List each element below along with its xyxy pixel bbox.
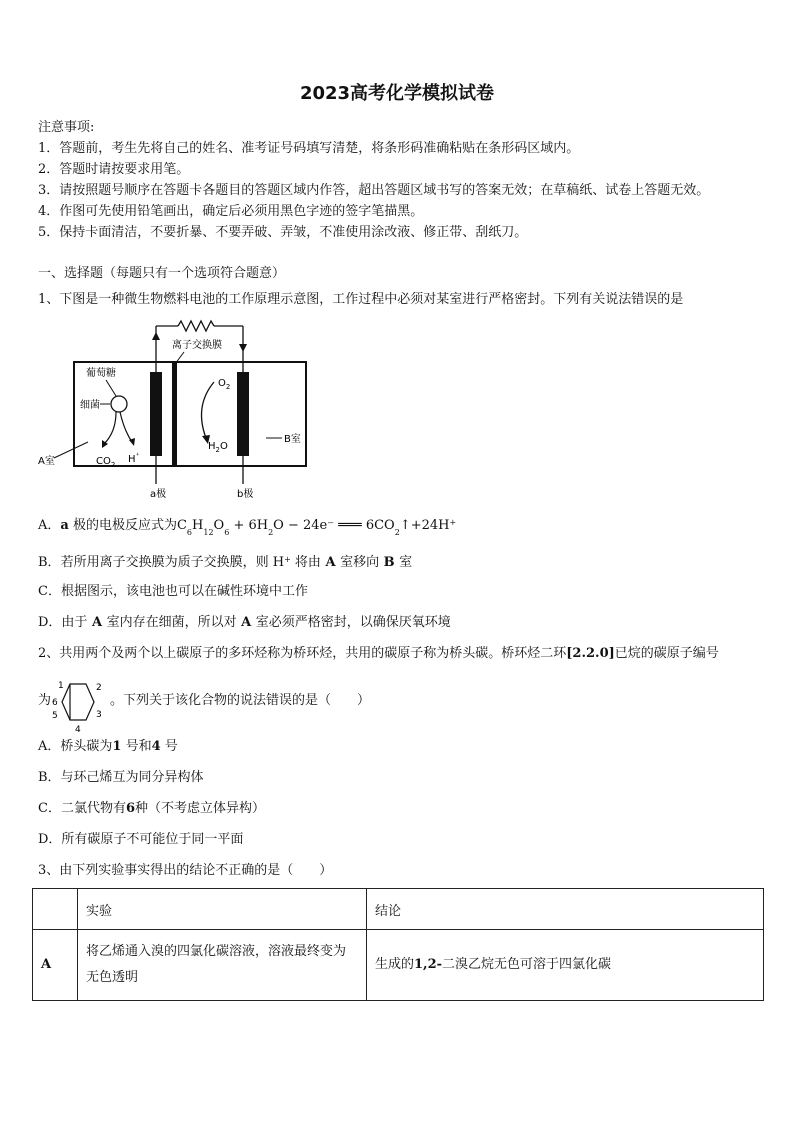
question-2-stem-end: 。下列关于该化合物的说法错误的是（ ） [110, 693, 371, 708]
q2-option-a: A．桥头碳为1 号和4 号 [38, 739, 178, 754]
question-1-stem: 1、下图是一种微生物燃料电池的工作原理示意图，工作过程中必须对某室进行严格密封。下列有关说法错误的是 [38, 292, 684, 307]
notice-item: 4．作图可先使用铅笔画出，确定后必须用黑色字迹的签字笔描黑。 [38, 204, 424, 219]
co2-label: $CO_2$ [96, 456, 116, 469]
table-cell-experiment: 将乙烯通入溴的四氯化碳溶液，溶液最终变为无色透明 [78, 930, 367, 1001]
table-header-row [33, 889, 764, 930]
q2-option-b: B．与环己烯互为同分异构体 [38, 770, 204, 785]
resistor-icon [178, 321, 214, 331]
notice-item: 3．请按照题号顺序在答题卡各题目的答题区域内作答，超出答题区域书写的答案无效；在草稿纸、试卷上答题无效。 [38, 183, 710, 198]
q2-option-d: D．所有碳原子不可能位于同一平面 [38, 832, 244, 847]
table-row [33, 930, 764, 1001]
question-2-stem: 2、共用两个及两个以上碳原子的多环烃称为桥环烃，共用的碳原子称为桥头碳。桥环烃二环[2.2.0]已烷的碳原子编号 [38, 646, 719, 661]
h2o-label: $H_2O$ [208, 441, 228, 454]
q1-option-b: B．若所用离子交换膜为质子交换膜，则 H+ 将由 A 室移向 B 室 [38, 555, 413, 570]
electrode-a [150, 372, 162, 456]
table-header-cell: 实验 [78, 889, 367, 930]
notice-heading: 注意事项: [38, 120, 95, 135]
notice-item: 5．保持卡面清洁，不要折暴、不要弄破、弄皱，不准使用涂改液、修正带、刮纸刀。 [38, 225, 528, 240]
carbon-label: 1 [58, 681, 64, 691]
membrane-label: 离子交换膜 [172, 340, 222, 351]
carbon-label: 2 [96, 683, 102, 693]
arrow-up-icon [152, 332, 160, 340]
bacteria-label: 细菌 [80, 400, 100, 411]
arrow-down-icon [239, 344, 247, 352]
q2-option-c: C．二氯代物有6种（不考虑立体异构） [38, 801, 266, 816]
question-2-stem-cont: 为 [38, 693, 52, 708]
page-title: 2023高考化学模拟试卷 [299, 83, 495, 104]
o2-label: $O_2$ [218, 378, 231, 391]
table-cell-conclusion: 生成的1,2-二溴乙烷无色可溶于四氯化碳 [367, 930, 764, 1001]
bicyclohexane-structure [50, 676, 112, 734]
notice-item: 2．答题时请按要求用笔。 [38, 162, 190, 177]
q1-option-a: A．a 极的电极反应式为$C_6H_{12}O_6 + 6H_2O - 24e^-$ ═══ $6CO_2↑+24H^+$ [38, 518, 457, 537]
experiment-table [32, 888, 764, 1001]
table-header-cell [33, 889, 78, 930]
membrane [172, 362, 177, 466]
question-3-stem: 3、由下列实验事实得出的结论不正确的是（ ） [38, 863, 333, 878]
section-heading: 一、选择题（每题只有一个选项符合题意） [38, 266, 286, 281]
electrode-b [237, 372, 249, 456]
bacteria-icon [111, 396, 127, 412]
electrode-b-label: b极 [237, 489, 254, 500]
carbon-label: 4 [75, 725, 81, 734]
room-b-label: B室 [284, 434, 301, 445]
q1-option-c: C．根据图示，该电池也可以在碱性环境中工作 [38, 584, 308, 599]
table-header-cell: 结论 [367, 889, 764, 930]
glucose-label: 葡萄糖 [86, 368, 116, 379]
carbon-label: 5 [52, 711, 58, 721]
carbon-label: 3 [96, 710, 102, 720]
carbon-label: 6 [52, 698, 58, 708]
notice-item: 1．答题前，考生先将自己的姓名、准考证号码填写清楚，将条形码准确粘贴在条形码区域内。 [38, 141, 580, 156]
q1-option-d: D．由于 A 室内存在细菌，所以对 A 室必须严格密封，以确保厌氧环境 [38, 615, 451, 630]
room-a-label: A室 [38, 456, 55, 467]
fuel-cell-diagram [36, 314, 316, 504]
hplus-label: H⁺ [128, 451, 140, 465]
electrode-a-label: a极 [150, 489, 167, 500]
table-cell-label: A [33, 930, 78, 1001]
